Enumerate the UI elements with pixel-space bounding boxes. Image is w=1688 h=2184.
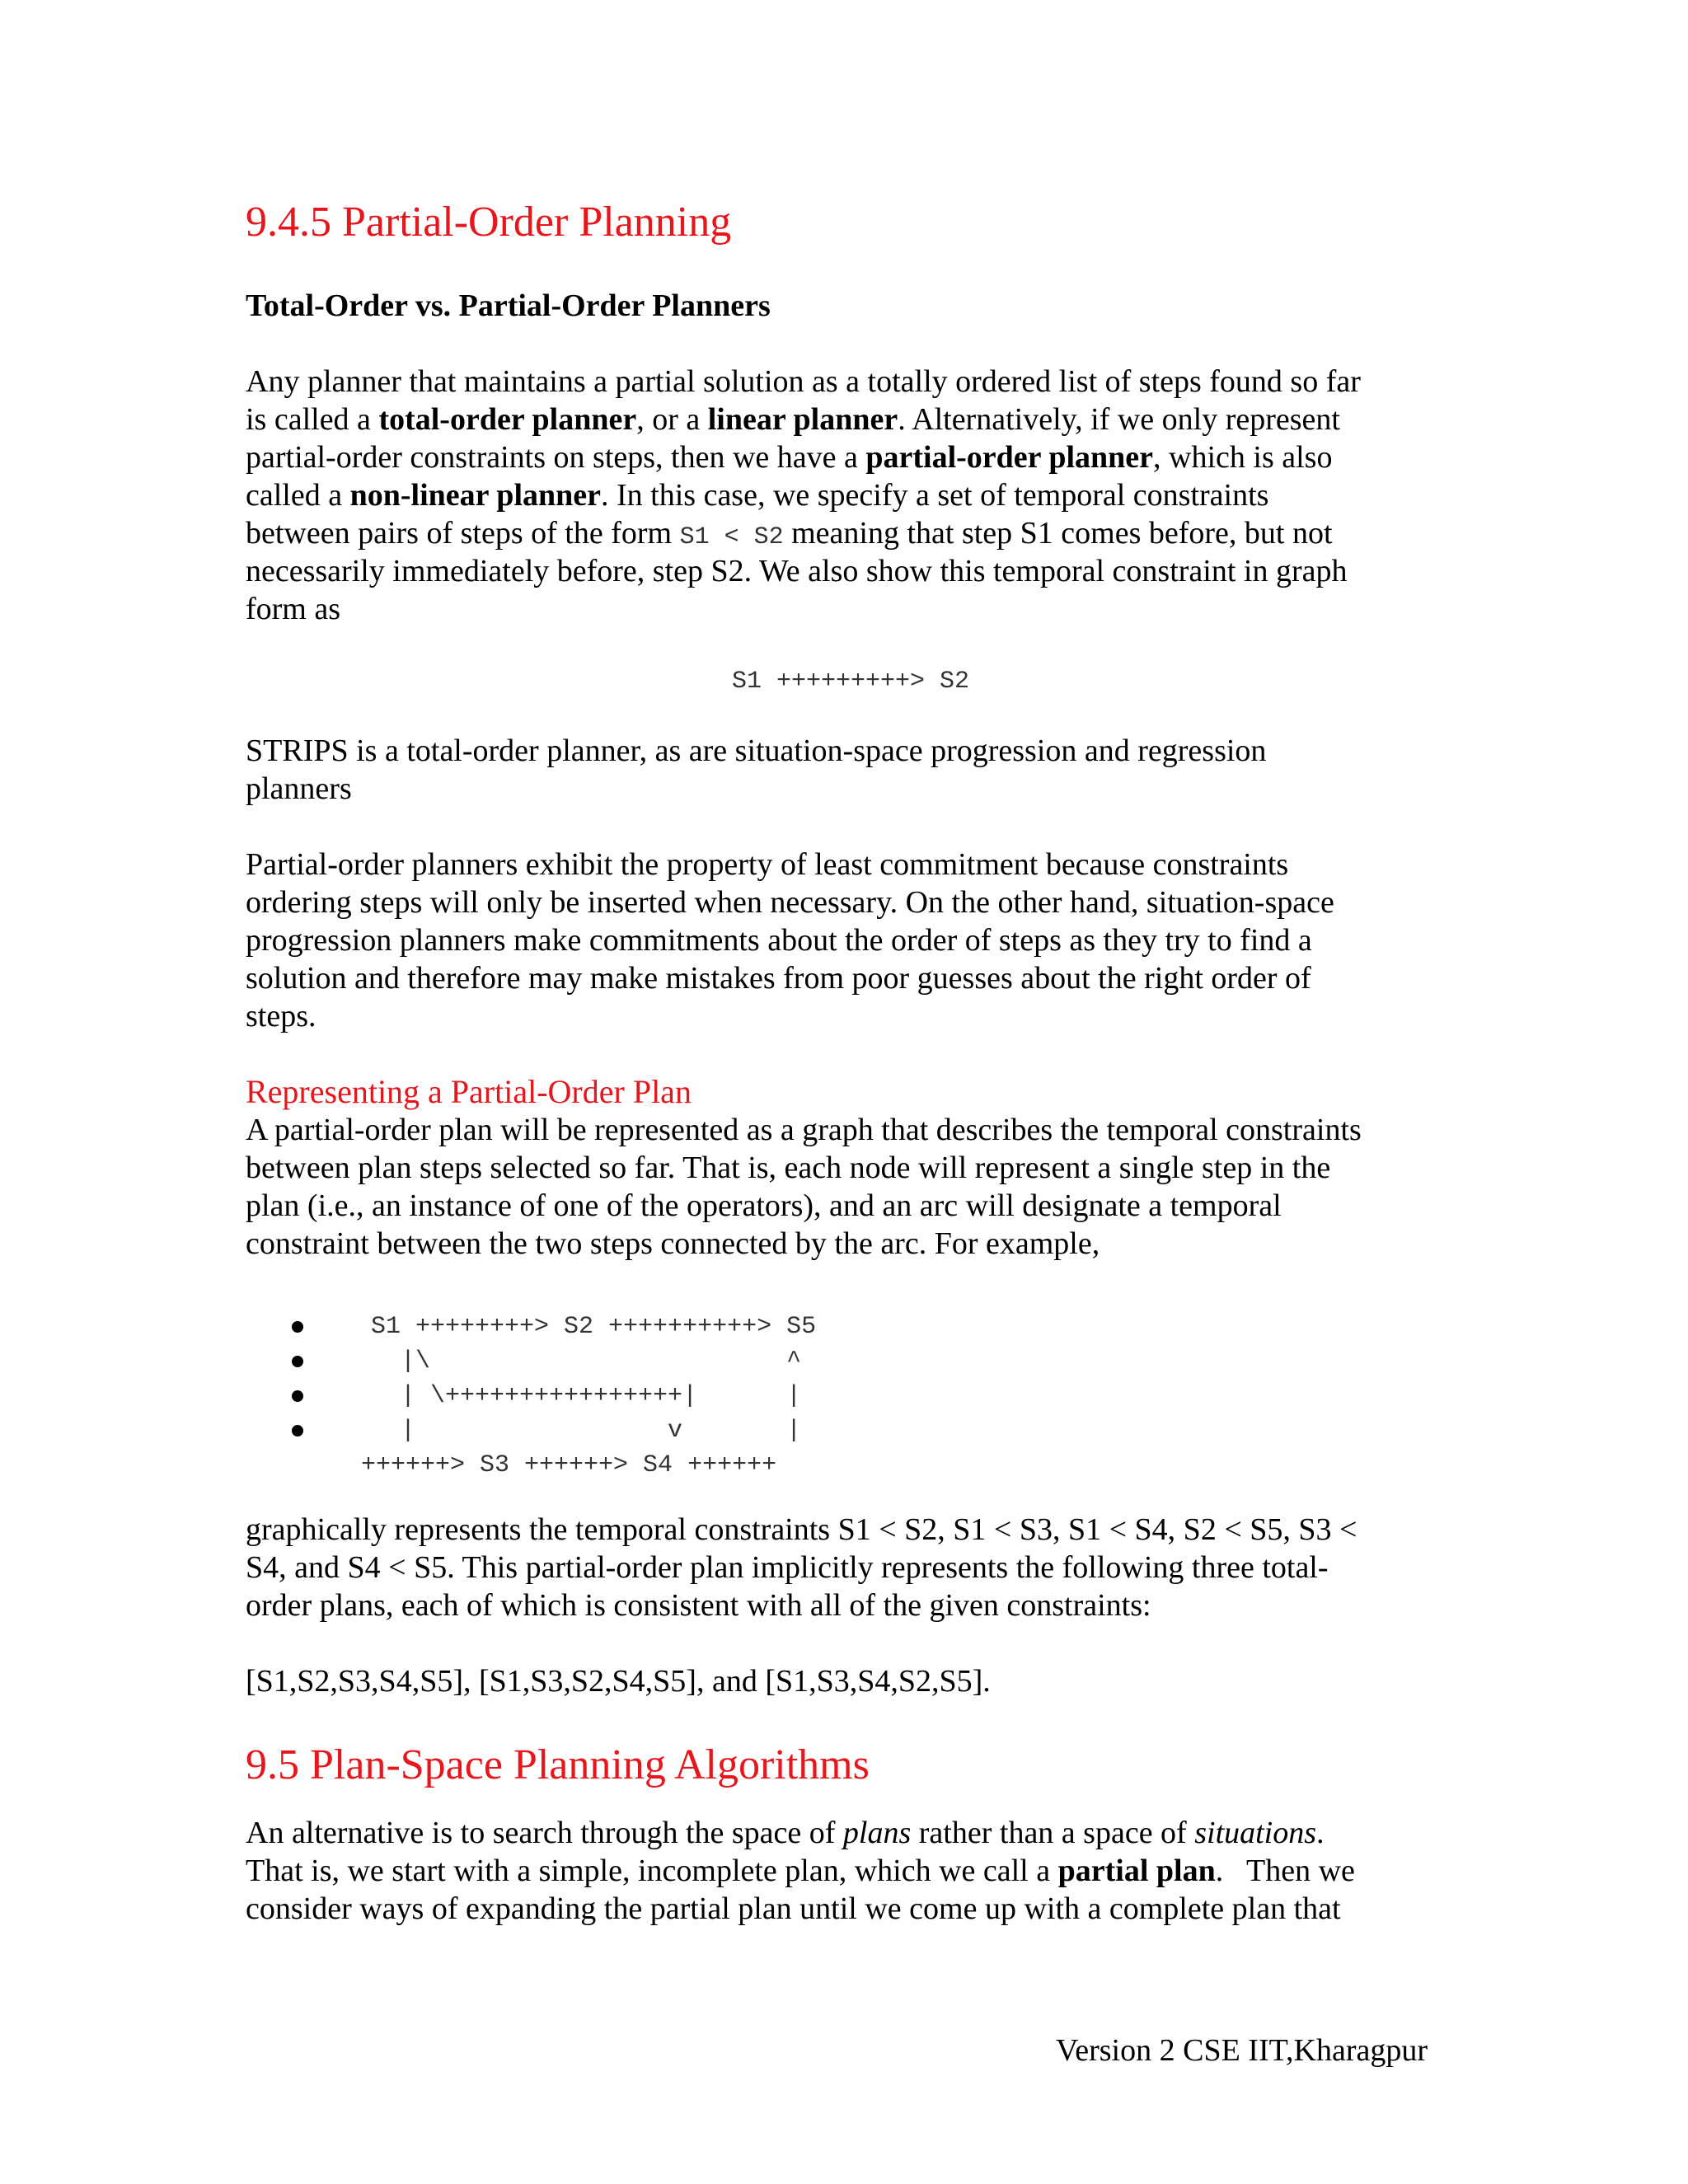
paragraph-plan-graph xyxy=(246,1111,1432,1263)
text-run: , or a xyxy=(636,402,708,437)
text-line: constraint between the two steps connected by the arc. For example, xyxy=(246,1226,1100,1261)
paragraph-plan-space xyxy=(246,1814,1432,1928)
term-plans: plans xyxy=(842,1816,912,1850)
text-line: consider ways of expanding the partial plan until we come up with a complete plan that xyxy=(246,1891,1341,1926)
text-run: . Alternatively, if we only represent xyxy=(898,402,1340,437)
section-heading-945: 9.4.5 Partial-Order Planning xyxy=(246,199,732,246)
text-line: [S1,S2,S3,S4,S5], [S1,S3,S2,S4,S5], and [S1,S3,S4,S2,S5]. xyxy=(246,1664,991,1699)
page-footer: Version 2 CSE IIT,Kharagpur xyxy=(1056,2033,1428,2068)
text-line xyxy=(246,401,1432,438)
text-line: form as xyxy=(246,592,341,626)
text-line: A partial-order plan will be represented as a graph that describes the temporal constraints xyxy=(246,1113,1362,1147)
diagram-line: ++++++> S3 ++++++> S4 ++++++ xyxy=(361,1451,777,1479)
term-partial-plan: partial plan xyxy=(1057,1854,1216,1888)
text-line: Partial-order planners exhibit the property of least commitment because constraints xyxy=(246,847,1289,882)
paragraph-planner-types xyxy=(246,363,1432,628)
text-line: between plan steps selected so far. That is, each node will represent a single step in the xyxy=(246,1151,1331,1185)
text-run: partial-order constraints on steps, then we have a xyxy=(246,440,866,475)
text-run: , which is also xyxy=(1153,440,1333,475)
diagram-line: | v | xyxy=(356,1417,802,1445)
graph-s1-s2: S1 +++++++++> S2 xyxy=(732,668,970,696)
term-non-linear-planner: non-linear planner xyxy=(349,478,602,513)
text-line: STRIPS is a total-order planner, as are situation-space progression and regression xyxy=(246,733,1267,768)
bullet-icon xyxy=(292,1321,303,1333)
text-line xyxy=(246,514,1432,552)
subheading-total-vs-partial: Total-Order vs. Partial-Order Planners xyxy=(246,288,771,323)
text-line xyxy=(246,1852,1432,1890)
text-run: rather than a space of xyxy=(911,1816,1195,1850)
paragraph-total-order-plans xyxy=(246,1662,1432,1700)
text-line xyxy=(246,476,1432,514)
text-run: . xyxy=(1316,1816,1325,1850)
diagram-line: | \++++++++++++++++| | xyxy=(356,1382,802,1410)
text-line: order plans, each of which is consistent with all of the given constraints: xyxy=(246,1588,1151,1623)
text-line: steps. xyxy=(246,999,316,1033)
subsection-heading-representing: Representing a Partial-Order Plan xyxy=(246,1073,692,1110)
term-partial-order-planner: partial-order planner xyxy=(865,440,1154,475)
text-run: That is, we start with a simple, incomplete plan, which we call a xyxy=(246,1854,1058,1888)
text-line: graphically represents the temporal constraints S1 < S2, S1 < S3, S1 < S4, S2 < S5, S3 < xyxy=(246,1512,1357,1547)
bullet-icon xyxy=(292,1390,303,1402)
text-run: between pairs of steps of the form xyxy=(246,516,680,551)
term-linear-planner: linear planner xyxy=(707,402,898,437)
text-line: S4, and S4 < S5. This partial-order plan implicitly represents the following three total- xyxy=(246,1550,1329,1585)
text-run: is called a xyxy=(246,402,379,437)
text-line: progression planners make commitments about the order of steps as they try to find a xyxy=(246,923,1312,958)
text-line: solution and therefore may make mistakes from poor guesses about the right order of xyxy=(246,961,1311,996)
term-total-order-planner: total-order planner xyxy=(378,402,637,437)
inline-code-constraint: S1 < S2 xyxy=(679,523,784,551)
paragraph-least-commitment xyxy=(246,846,1432,1035)
bullet-icon xyxy=(292,1356,303,1367)
term-situations: situations xyxy=(1194,1816,1317,1850)
paragraph-strips xyxy=(246,732,1432,808)
section-heading-95: 9.5 Plan-Space Planning Algorithms xyxy=(246,1741,870,1788)
text-run: . Then we xyxy=(1215,1854,1355,1888)
text-line xyxy=(246,438,1432,476)
paragraph-constraints xyxy=(246,1511,1432,1624)
text-run: An alternative is to search through the space of xyxy=(246,1816,843,1850)
text-line: plan (i.e., an instance of one of the operators), and an arc will designate a temporal xyxy=(246,1188,1282,1223)
text-line: planners xyxy=(246,771,352,806)
bullet-icon xyxy=(292,1425,303,1436)
text-run: called a xyxy=(246,478,350,513)
diagram-line: S1 ++++++++> S2 ++++++++++> S5 xyxy=(356,1313,817,1341)
text-line: ordering steps will only be inserted when necessary. On the other hand, situation-space xyxy=(246,885,1334,920)
text-run: . In this case, we specify a set of temporal constraints xyxy=(601,478,1269,513)
text-line: Any planner that maintains a partial solution as a totally ordered list of steps found so far xyxy=(246,364,1361,399)
diagram-line: |\ ^ xyxy=(356,1347,802,1376)
text-line xyxy=(246,1814,1432,1852)
text-run: meaning that step S1 comes before, but not xyxy=(783,516,1333,551)
text-line: necessarily immediately before, step S2. We also show this temporal constraint in graph xyxy=(246,554,1348,588)
